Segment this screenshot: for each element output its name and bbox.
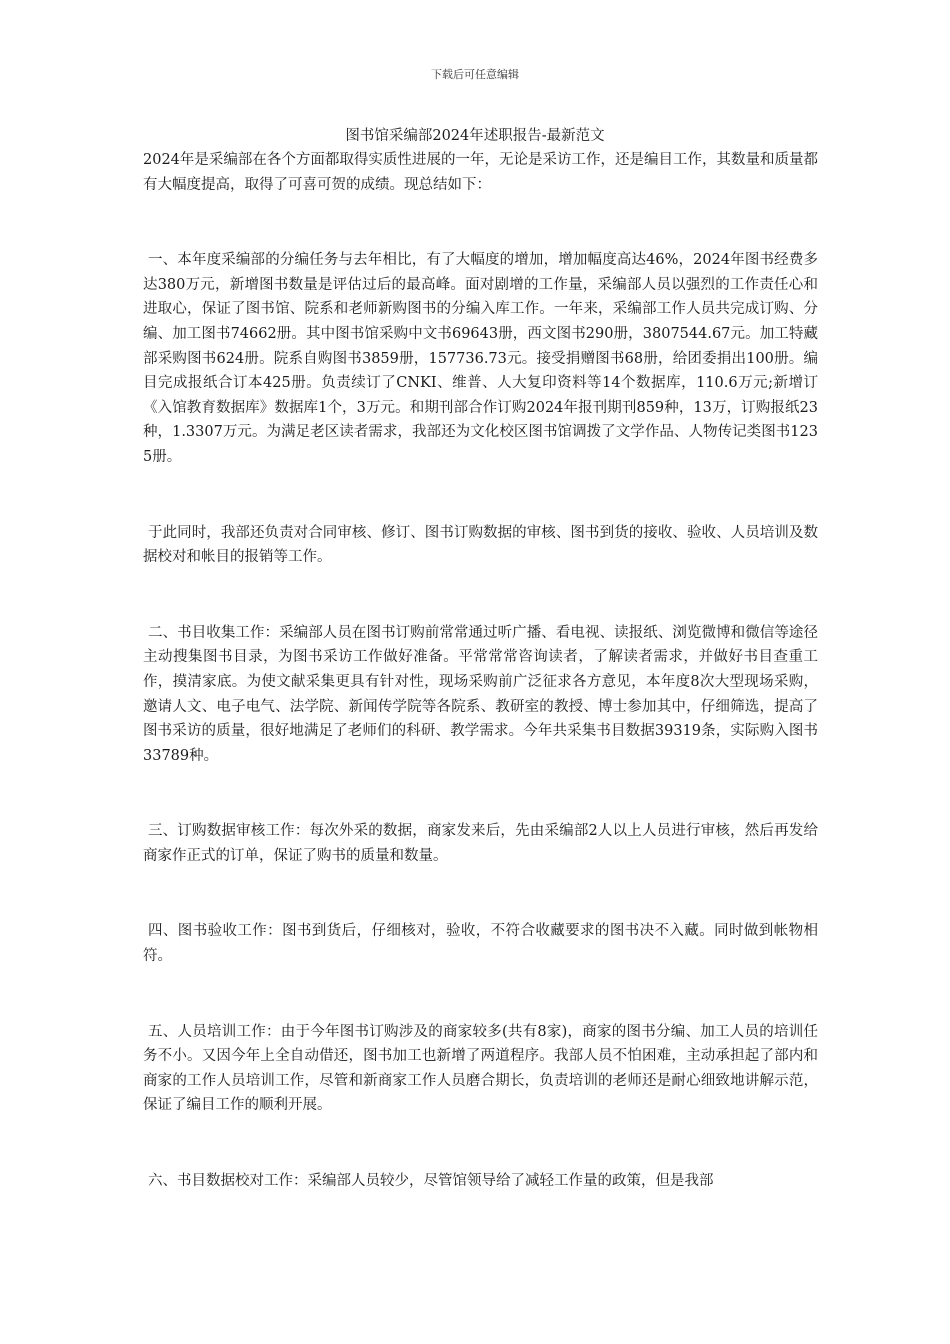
- paragraph-section-2: 二、书目收集工作：采编部人员在图书订购前常常通过听广播、看电视、读报纸、浏览微博和微信等途径主动搜集图书目录，为图书采访工作做好准备。平常常常咨询读者，了解读者需求，并做好书目查重工作，摸清家底。为使文献采集更具有针对性，现场采购前广泛征求各方意见，本年度8次大型现场采购，邀请人文、电子电气、法学院、新闻传学院等各院系、教研室的教授、博士参加其中，仔细筛选，提高了图书采访的质量，很好地满足了老师们的科研、教学需求。今年共采集书目数据39319条，实际购入图书33789种。: [143, 624, 818, 764]
- paragraph-meanwhile: 于此同时，我部还负责对合同审核、修订、图书订购数据的审核、图书到货的接收、验收、人员培训及数据校对和帐目的报销等工作。: [143, 524, 818, 566]
- intro-paragraph: 2024年是采编部在各个方面都取得实质性进展的一年，无论是采访工作，还是编目工作，其数量和质量都有大幅度提高，取得了可喜可贺的成绩。现总结如下：: [143, 152, 818, 193]
- paragraph-section-5: 五、人员培训工作：由于今年图书订购涉及的商家较多(共有8家)，商家的图书分编、加工人员的培训任务不小。又因今年上全自动借还，图书加工也新增了两道程序。我部人员不怕困难，主动承担起了部内和商家的工作人员培训工作，尽管和新商家工作人员磨合期长，负责培训的老师还是耐心细致地讲解示范，保证了编目工作的顺利开展。: [143, 1023, 818, 1114]
- document-title: 图书馆采编部2024年述职报告-最新范文: [345, 128, 605, 144]
- paragraph-section-3: 三、订购数据审核工作：每次外采的数据，商家发来后，先由采编部2人以上人员进行审核，然后再发给商家作正式的订单，保证了购书的质量和数量。: [143, 823, 818, 864]
- paragraph-section-1: 一、本年度采编部的分编任务与去年相比，有了大幅度的增加，增加幅度高达46%，2024年图书经费多达380万元，新增图书数量是评估过后的最高峰。面对剧增的工作量，采编部人员以强烈的工作责任心和进取心，保证了图书馆、院系和老师新购图书的分编入库工作。一年来，采编部工作人员共完成订购、分编、加工图书74662册。其中图书馆采购中文书69643册，西文图书290册，3807544.67元。加工特藏部采购图书624册。院系自购图书3859册，157736.73元。接受捐赠图书68册，给团委捐出100册。编目完成报纸合订本425册。负责续订了CNKI、维普、人大复印资料等14个数据库，110.6万元;新增订《入馆教育数据库》数据库1个，3万元。和期刊部合作订购2024年报刊期刊859种，13万，订购报纸23种，1.3307万元。为满足老区读者需求，我部还为文化校区图书馆调拨了文学作品、人物传记类图书1235册。: [143, 252, 818, 465]
- page-header-note: 下载后可任意编辑: [431, 68, 519, 81]
- document-body: [143, 148, 818, 1245]
- paragraph-section-6: 六、书目数据校对工作：采编部人员较少，尽管馆领导给了减轻工作量的政策，但是我部: [148, 1173, 714, 1190]
- paragraph-section-4: 四、图书验收工作：图书到货后，仔细核对，验收，不符合收藏要求的图书决不入藏。同时做到帐物相符。: [143, 923, 818, 965]
